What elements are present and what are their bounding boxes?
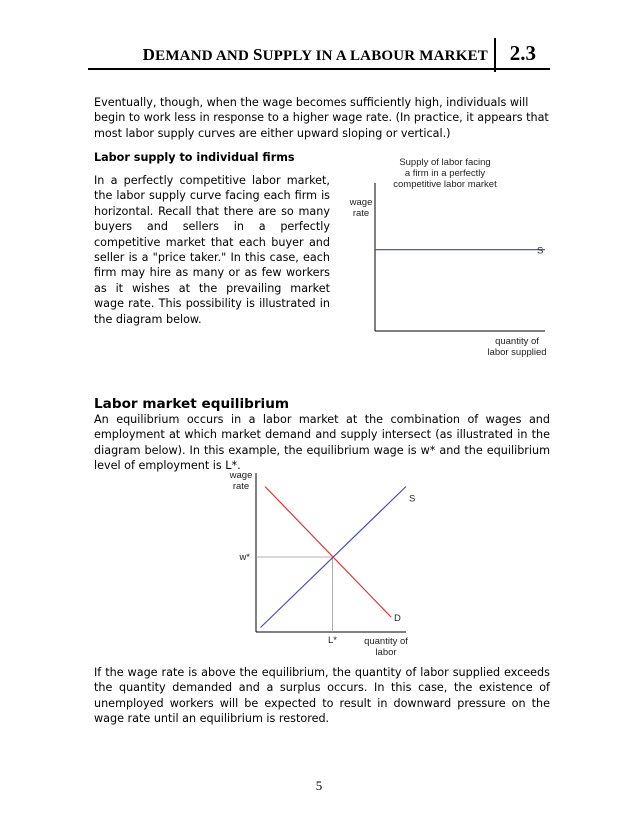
page-header (88, 36, 550, 70)
header-separator (494, 38, 496, 72)
page-number: 5 (315, 778, 323, 793)
x-axis-label: quantity of (364, 636, 408, 647)
demand-curve (265, 487, 391, 618)
section2-paragraph: An equilibrium occurs in a labor market at the combination of wages and employment at which market demand and supply intersect (as illustrated in the diagram below). In this example, the equilibrium wage is w* and the equilibrium level of employment is L*. (94, 413, 550, 473)
x-axis-label: quantity of (495, 336, 539, 347)
header-rule (88, 68, 550, 70)
x-axis-label: labor (375, 647, 397, 658)
y-axis-label: wage (349, 197, 373, 208)
section2-heading: Labor market equilibrium (94, 396, 290, 412)
header-title-part: S (252, 45, 263, 64)
y-axis-label: rate (352, 208, 370, 219)
section1-heading: Labor supply to individual firms (94, 151, 295, 164)
x-axis-label: labor supplied (487, 347, 547, 358)
intro-paragraph: Eventually, though, when the wage becomes sufficiently high, individuals will begin to work less in response to a higher wage rate. (In practice, it appears that most labor supply curves are either upward sloping or vertical.) (94, 96, 549, 140)
demand-curve-label: D (394, 613, 401, 624)
labor-market-equilibrium-chart (222, 468, 422, 660)
closing-paragraph: If the wage rate is above the equilibrium, the quantity of labor supplied exceeds the quantity demanded and a surplus occurs. In this case, the existence of unemployed workers will be expected to result in downward pressure on the wage rate until an equilibrium is restored. (94, 666, 550, 726)
firm-labor-supply-chart (340, 150, 560, 365)
header-title (143, 45, 488, 65)
header-title-part: D (142, 45, 156, 64)
chart-title: a firm in a perfectly (404, 168, 486, 179)
section-number: 2.3 (509, 41, 536, 65)
chart-title: competitive labor market (393, 179, 497, 190)
supply-curve-label: S (537, 245, 544, 257)
y-axis-label: wage (229, 470, 253, 481)
header-title-part: UPPLY IN A LABOUR MARKET (262, 48, 488, 64)
equilibrium-quantity-label: L* (328, 635, 337, 646)
header-title-part: EMAND AND (155, 48, 253, 64)
supply-curve-label: S (409, 493, 416, 505)
y-axis-label: rate (232, 481, 250, 492)
chart-title: Supply of labor facing (399, 157, 491, 168)
section1-paragraph: In a perfectly competitive labor market, the labor supply curve facing each firm is horizontal. Recall that there are so many buyers and sellers in a perfectly competitive market that each buyer and seller is a "price taker." In this case, each firm may hire as many or as few workers as it wishes at the prevailing market wage rate. This possibility is illustrated in the diagram below. (94, 174, 330, 326)
equilibrium-wage-label: w* (239, 552, 250, 563)
